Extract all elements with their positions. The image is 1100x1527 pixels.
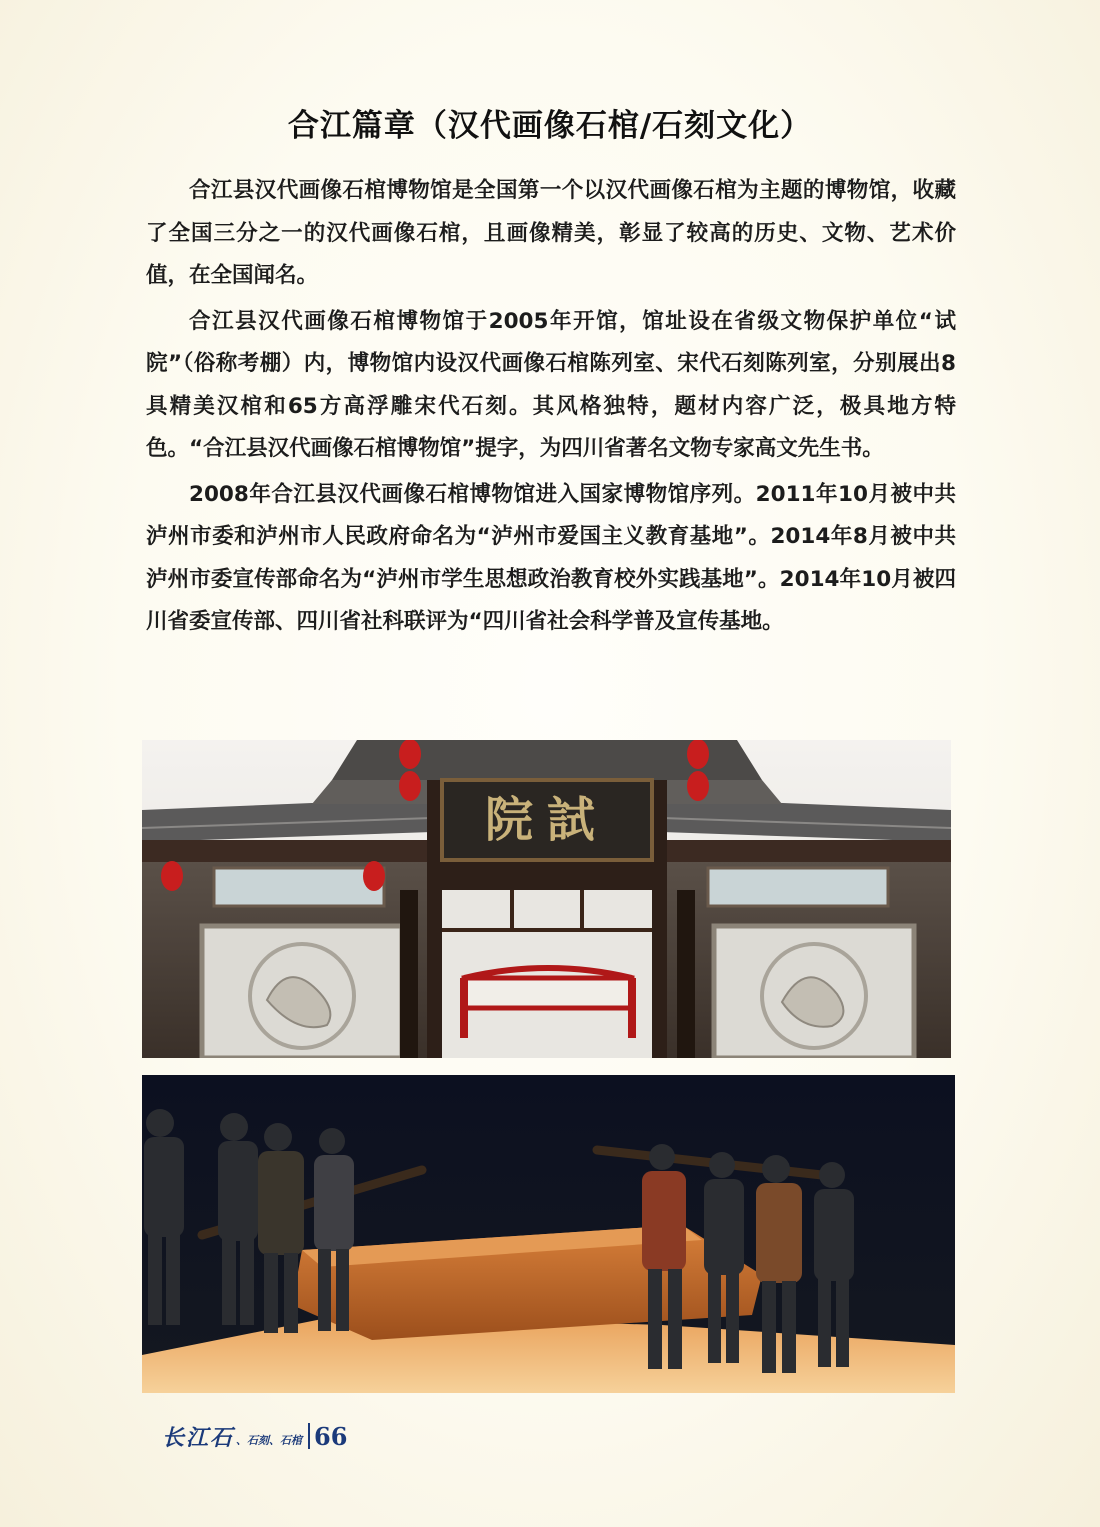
museum-gate-photo [142,740,951,1058]
paragraph-2: 合江县汉代画像石棺博物馆于2005年开馆，馆址设在省级文物保护单位“试院”（俗称考棚）内，博物馆内设汉代画像石棺陈列室、宋代石刻陈列室，分别展出8具精美汉棺和65方高浮雕宋代石刻。其风格独特，题材内容广泛，极具地方特色。“合江县汉代画像石棺博物馆”提字，为四川省著名文物专家高文先生书。 [146,308,956,461]
article-body [146,170,956,647]
paragraph-3: 2008年合江县汉代画像石棺博物馆进入国家博物馆序列。2011年10月被中共泸州市委和泸州市人民政府命名为“泸州市爱国主义教育基地”。2014年8月被中共泸州市委宣传部命名为“泸州市学生思想政治教育校外实践基地”。2014年10月被四川省委宣传部、四川省社科联评为“四川省社会科学普及宣传基地。 [146,481,956,634]
page-number: 66 [314,1421,348,1451]
gate-plaque-text: 院試 [484,792,610,848]
coffin-moving-photo [142,1075,955,1393]
footer-subtitle: 、石刻、石棺 [236,1434,303,1447]
paragraph-1: 合江县汉代画像石棺博物馆是全国第一个以汉代画像石棺为主题的博物馆，收藏了全国三分之一的汉代画像石棺，且画像精美，彰显了较高的历史、文物、艺术价值，在全国闻名。 [146,178,956,288]
page-title: 合江篇章（汉代画像石棺/石刻文化） [287,108,813,144]
footer-brand: 长江石 [162,1424,235,1451]
footer-divider [308,1423,310,1449]
page-footer [162,1418,347,1454]
